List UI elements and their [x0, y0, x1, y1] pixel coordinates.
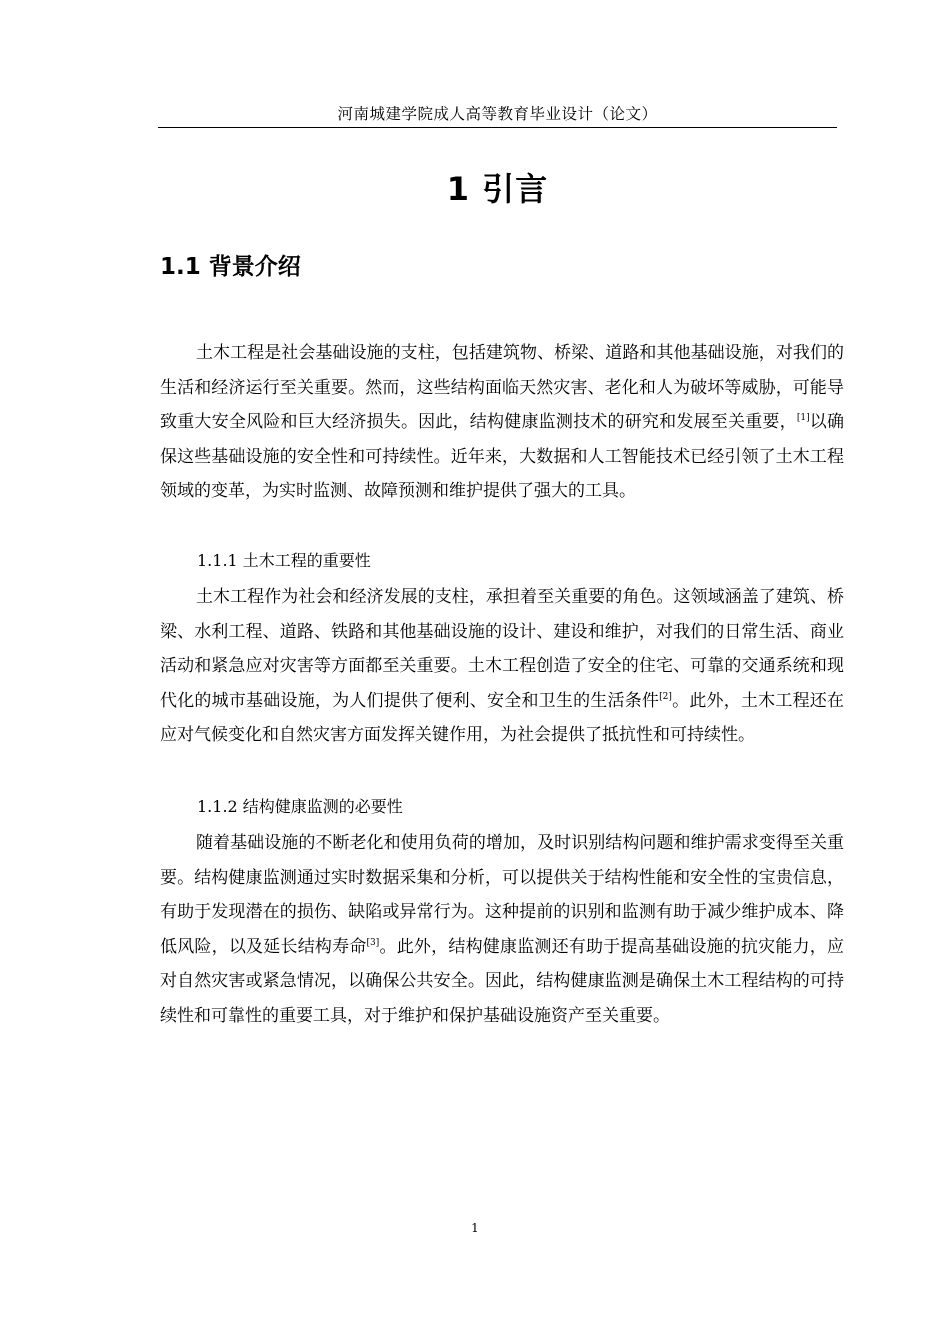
section-title: 1.1 背景介绍 — [160, 254, 301, 280]
paragraph-text: 以确保这些基础设施的安全性和可持续性。近年来，大数据和人工智能技术已经引领了土木工程领域的变革，为实时监测、故障预测和维护提供了强大的工具。 — [160, 412, 845, 502]
paragraph-text: 土木工程作为社会和经济发展的支柱，承担着至关重要的角色。这领域涵盖了建筑、桥梁、水利工程、道路、铁路和其他基础设施的设计、建设和维护，对我们的日常生活、商业活动和紧急应对灾害等方面都至关重要。土木工程创造了安全的住宅、可靠的交通系统和现代化的城市基础设施，为人们提供了便利、安全和卫生的生活条件 — [160, 587, 844, 711]
paragraph-shm-necessity — [160, 826, 844, 1034]
header-rule — [158, 127, 837, 128]
citation-ref: [3] — [366, 937, 380, 948]
paragraph-text: 随着基础设施的不断老化和使用负荷的增加，及时识别结构问题和维护需求变得至关重要。结构健康监测通过实时数据采集和分析，可以提供关于结构性能和安全性的宝贵信息，有助于发现潜在的损伤、缺陷或异常行为。这种提前的识别和监测有助于减少维护成本、降低风险，以及延长结构寿命 — [160, 833, 844, 957]
paragraph-text: 。此外，土木工程还在应对气候变化和自然灾害方面发挥关键作用，为社会提供了抵抗性和可持续性。 — [160, 690, 845, 746]
page-number: 1 — [471, 1221, 479, 1235]
citation-ref: [2] — [659, 691, 672, 702]
subsection-heading: 1.1.2 结构健康监测的必要性 — [197, 797, 403, 816]
subsection-heading: 1.1.1 土木工程的重要性 — [197, 551, 371, 570]
paragraph-text: 土木工程是社会基础设施的支柱，包括建筑物、桥梁、道路和其他基础设施，对我们的生活和经济运行至关重要。然而，这些结构面临天然灾害、老化和人为破坏等威胁，可能导致重大安全风险和巨大经济损失。因此，结构健康监测技术的研究和发展至关重要， — [160, 343, 844, 433]
paragraph-background — [160, 336, 844, 509]
paragraph-civil-engineering — [160, 580, 844, 753]
paragraph-text: 。此外，结构健康监测还有助于提高基础设施的抗灾能力，应对自然灾害或紧急情况，以确保公共安全。因此，结构健康监测是确保土木工程结构的可持续性和可靠性的重要工具，对于维护和保护基础设施资产至关重要。 — [160, 936, 845, 1026]
citation-ref: [1] — [796, 413, 810, 424]
chapter-title: 1 引言 — [446, 170, 549, 208]
running-header: 河南城建学院成人高等教育毕业设计（论文） — [337, 105, 658, 123]
